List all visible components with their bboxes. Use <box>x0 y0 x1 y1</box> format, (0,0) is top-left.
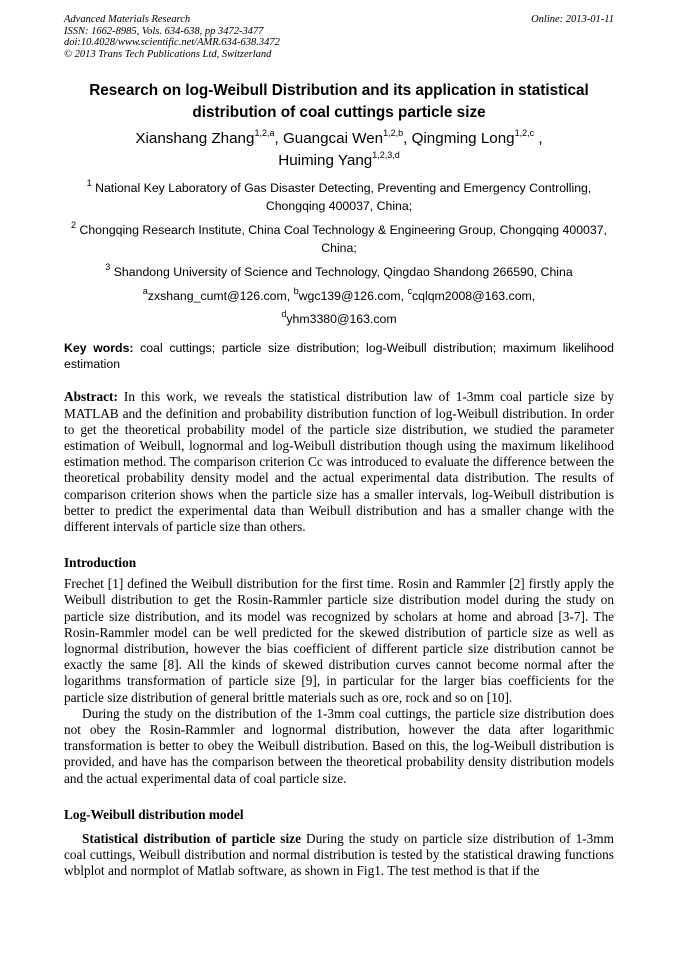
affiliation <box>64 179 614 215</box>
intro-paragraph-1: Frechet [1] defined the Weibull distribution for the first time. Rosin and Rammler [2] firstly apply the Weibull distribution to get the Rosin-Rammler particle size distribution model during the study on particle size distribution, and its model was recognized by scholars at home and abroad [3-7]. The Rosin-Rammler model can be well predicted for the skewed distribution of particle size as well as lognormal distribution, however the bias coefficient of different particle size distribution cannot be exactly the same [8]. All the kinds of skewed distribution curves cannot become normal after the logarithms transformation of particle size [9], in particular for the larger bias coefficients for the particle size distribution of general brittle materials such as ore, rock and so on [10]. <box>64 576 614 705</box>
author-name: Guangcai Wen <box>282 130 384 148</box>
journal-name: Advanced Materials Research <box>64 14 191 25</box>
author-name: Xianshang Zhang <box>135 130 255 148</box>
email-list <box>64 287 614 305</box>
subsection-label: Statistical distribution of particle size <box>82 830 301 846</box>
abstract-label: Abstract: <box>64 389 118 405</box>
author-separator: , <box>274 130 283 148</box>
intro-paragraph-2: During the study on the distribution of the 1-3mm coal cuttings, the particle size distribution does not obey the Rosin-Rammler and lognormal distribution, however the data after logarithmic transformation is better to obey the Weibull distribution. Based on this, the log-Weibull distribution is provided, and have has the comparison between the theoretical probability density distribution models and the actual experimental data of coal particle size. <box>64 705 614 786</box>
online-date: Online: 2013-01-11 <box>531 14 614 25</box>
copyright-line: © 2013 Trans Tech Publications Ltd, Switzerland <box>64 48 272 60</box>
keywords-text: coal cuttings; particle size distribution; log-Weibull distribution; maximum likelihood estimation <box>64 341 614 372</box>
keywords <box>64 340 614 372</box>
affiliation-text: Shandong University of Science and Technology, Qingdao Shandong 266590, China <box>110 265 573 280</box>
author <box>135 130 283 147</box>
paper-title: Research on log-Weibull Distribution and its application in statistical distribution of coal cuttings particle size <box>89 82 589 122</box>
author-list <box>64 128 614 172</box>
author <box>412 130 543 147</box>
affiliation-text: National Key Laboratory of Gas Disaster Detecting, Preventing and Emergency Controlling, Chongqing 400037, China; <box>91 181 592 214</box>
author-separator: , <box>534 130 543 148</box>
author-affil-mark: 1,2,a <box>254 128 275 139</box>
section-heading-log-weibull: Log-Weibull distribution model <box>64 806 244 822</box>
section2-paragraph <box>64 831 614 880</box>
author-affil-mark: 1,2,c <box>514 128 535 139</box>
author-affil-mark: 1,2,b <box>383 128 404 139</box>
email-mark: b <box>293 286 299 297</box>
email-mark: c <box>407 286 412 297</box>
keywords-label: Key words: <box>64 341 134 356</box>
abstract <box>64 389 614 535</box>
email-address[interactable]: zxshang_cumt@126.com, <box>147 289 294 304</box>
doi-line: doi:10.4028/www.scientific.net/AMR.634-638.3472 <box>64 37 280 49</box>
author-affil-mark: 1,2,3,d <box>372 150 400 161</box>
author-separator: , <box>403 130 412 148</box>
journal-meta <box>64 14 614 60</box>
email-address[interactable]: yhm3380@163.com <box>286 312 397 327</box>
affiliation <box>64 263 614 281</box>
affiliation <box>64 221 614 257</box>
affiliation-text: Chongqing Research Institute, China Coal Technology & Engineering Group, Chongqing 400037, China; <box>76 223 607 256</box>
email-address[interactable]: wgc139@126.com, <box>298 289 408 304</box>
issn-line: ISSN: 1662-8985, Vols. 634-638, pp 3472-3477 <box>64 25 264 37</box>
email-address[interactable]: cqlqm2008@163.com, <box>411 289 536 304</box>
section2-text: During the study on particle size distribution of 1-3mm coal cuttings, Weibull distribution and normal distribution is tested by the statistical drawing functions wblplot and normplot of Matlab software, as shown in Fig1. The test method is that if the <box>64 830 614 879</box>
author-name: Huiming Yang <box>278 152 373 170</box>
affiliation-mark: 3 <box>105 262 111 273</box>
email-list-continued <box>64 310 614 328</box>
abstract-text: In this work, we reveals the statistical distribution law of 1-3mm coal particle size by MATLAB and the definition and probability distribution function of log-Weibull distribution. In order to get the theoretical probability model of the particle size distribution, we studied the parameter estimation of Weibull, lognormal and log-Weibull distribution though using the maximum likelihood estimation method. The comparison criterion Cc was introduced to evaluate the difference between the theoretical probability density model and the actual experimental data distribution. The results of comparison criterion shows when the particle size has a smaller intervals, log-Weibull distribution is better to predict the experimental data than Weibull distribution and has a smaller change with the different intervals of particle size than others. <box>64 389 614 534</box>
email-mark: d <box>281 309 287 320</box>
email-mark: a <box>142 286 148 297</box>
affiliation-mark: 1 <box>86 178 92 189</box>
section-heading-introduction: Introduction <box>64 555 137 571</box>
affiliation-mark: 2 <box>71 220 77 231</box>
author <box>283 130 412 147</box>
author <box>278 152 400 169</box>
author-name: Qingming Long <box>411 130 515 148</box>
